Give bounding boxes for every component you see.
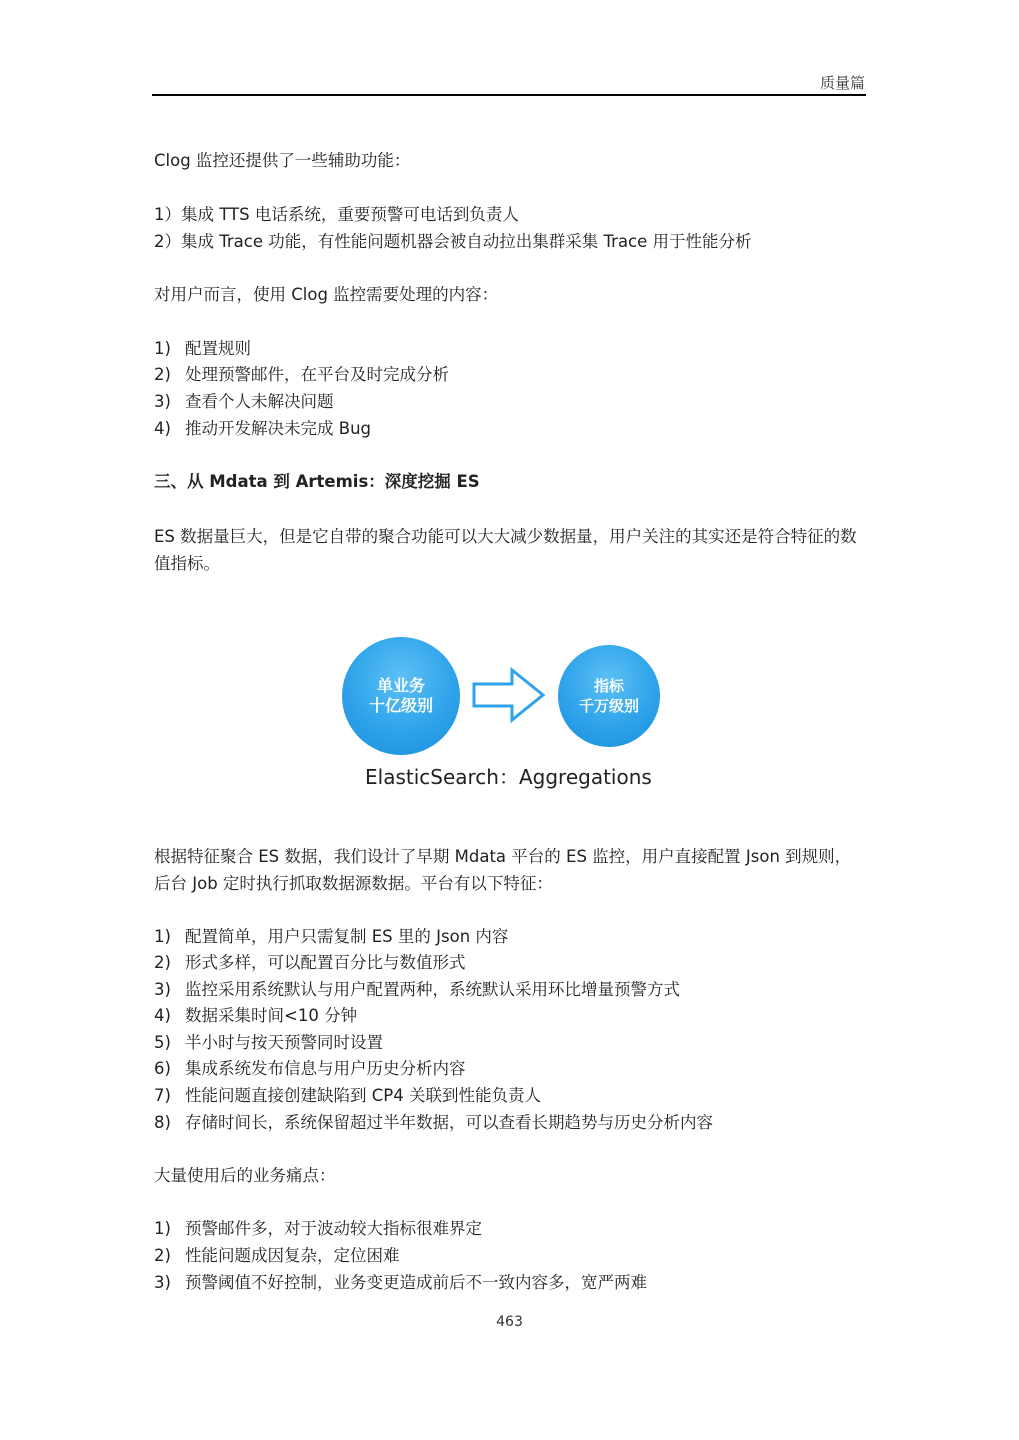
header-rule bbox=[152, 94, 866, 96]
list-item: 2) 性能问题成因复杂，定位困难 bbox=[154, 1246, 400, 1265]
user-intro: 对用户而言，使用 Clog 监控需要处理的内容： bbox=[154, 285, 499, 304]
list-item: 3) 监控采用系统默认与用户配置两种，系统默认采用环比增量预警方式 bbox=[154, 980, 680, 999]
section-heading: 三、从 Mdata 到 Artemis：深度挖掘 ES bbox=[154, 472, 480, 491]
page-number: 463 bbox=[496, 1314, 523, 1330]
list-item: 3) 查看个人未解决问题 bbox=[154, 392, 334, 411]
mdata-paragraph: 根据特征聚合 ES 数据，我们设计了早期 Mdata 平台的 ES 监控，用户直接配置 Json 到规则，后台 Job 定时执行抓取数据源数据。平台有以下特征： bbox=[154, 847, 852, 893]
single-business-circle: 单业务 十亿级别 bbox=[342, 637, 460, 755]
clog-feature-1: 1）集成 TTS 电话系统，重要预警可电话到负责人 bbox=[154, 205, 519, 224]
clog-intro: Clog 监控还提供了一些辅助功能： bbox=[154, 151, 411, 170]
list-item: 1) 预警邮件多，对于波动较大指标很难界定 bbox=[154, 1219, 482, 1238]
list-item: 4) 推动开发解决未完成 Bug bbox=[154, 419, 371, 438]
running-header: 质量篇 bbox=[819, 74, 865, 92]
es-aggregation-figure bbox=[330, 625, 690, 800]
list-item: 2) 处理预警邮件，在平台及时完成分析 bbox=[154, 365, 449, 384]
list-item: 8) 存储时间长，系统保留超过半年数据，可以查看长期趋势与历史分析内容 bbox=[154, 1113, 713, 1132]
list-item: 1) 配置规则 bbox=[154, 339, 251, 358]
clog-feature-2: 2）集成 Trace 功能，有性能问题机器会被自动拉出集群采集 Trace 用于性能分析 bbox=[154, 232, 752, 251]
list-item: 7) 性能问题直接创建缺陷到 CP4 关联到性能负责人 bbox=[154, 1086, 541, 1105]
pain-intro: 大量使用后的业务痛点： bbox=[154, 1166, 336, 1185]
metric-circle: 指标 千万级别 bbox=[558, 645, 660, 747]
list-item: 1) 配置简单，用户只需复制 ES 里的 Json 内容 bbox=[154, 927, 509, 946]
list-item: 2) 形式多样，可以配置百分比与数值形式 bbox=[154, 953, 466, 972]
list-item: 6) 集成系统发布信息与用户历史分析内容 bbox=[154, 1059, 466, 1078]
list-item: 3) 预警阈值不好控制，业务变更造成前后不一致内容多，宽严两难 bbox=[154, 1273, 647, 1292]
right-arrow-icon bbox=[472, 667, 546, 723]
figure-caption: ElasticSearch：Aggregations bbox=[365, 765, 652, 789]
list-item: 4) 数据采集时间<10 分钟 bbox=[154, 1006, 358, 1025]
list-item: 5) 半小时与按天预警同时设置 bbox=[154, 1033, 383, 1052]
es-paragraph: ES 数据量巨大，但是它自带的聚合功能可以大大减少数据量，用户关注的其实还是符合特征的数值指标。 bbox=[154, 527, 857, 573]
